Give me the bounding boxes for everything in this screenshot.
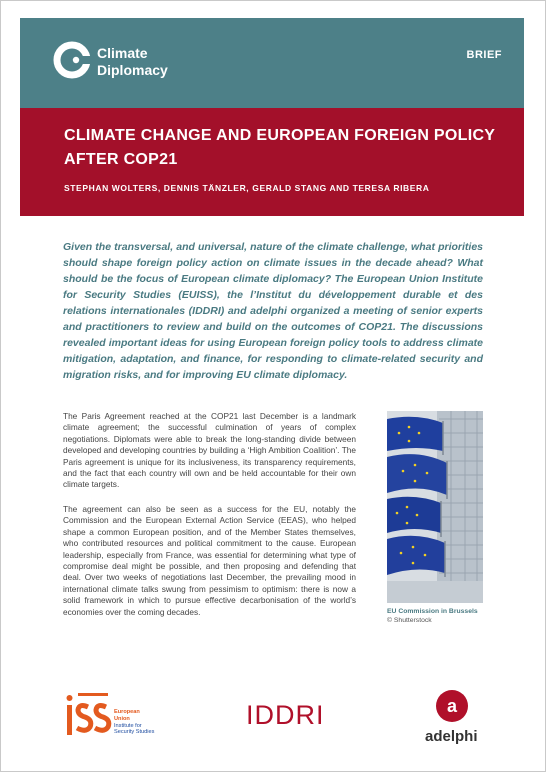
euiss-line-2: Union [114, 715, 130, 722]
euiss-name [114, 709, 154, 736]
brand-line-2: Diplomacy [97, 62, 168, 78]
euiss-logo [64, 690, 174, 740]
euiss-line-1: European [114, 709, 140, 715]
brand-name [97, 45, 168, 79]
euiss-line-3: Institute for [114, 722, 142, 729]
header-band [20, 18, 524, 108]
intro-abstract: Given the transversal, and universal, nature of the climate challenge, what priorities should shape foreign policy action on climate issues in the decade ahead? What should be the focus of European climate diplomacy? The European Union Institute for Security Studies (EUISS), the l’Institut du développement durable et des relations internationales (IDDRI) and adelphi organized a meeting of senior experts and practitioners to review and build on the outcomes of COP21. The discussions revealed important ideas for using European foreign policy tools to address climate mitigation, adaptation, and finance, for responding to climate-related security and migration risks, and for improving EU climate diplomacy. [63, 241, 483, 381]
eu-flags-photo [387, 411, 483, 603]
svg-text:a: a [446, 696, 458, 716]
body-paragraph-1: The Paris Agreement reached at the COP21 last December is a landmark climate agreement; the successful culmination of years of complex negotiations. Diplomats were able to break the long-standing divide between developed and developing countries by building a ‘High Ambition Coalition’. The Paris agreement is unique for its inclusiveness, its transparency requirements, and the fact that each country will own and be held accountable for their own climate targets. [63, 411, 356, 490]
climate-diplomacy-logo-icon [52, 40, 92, 80]
brief-badge: BRIEF [466, 49, 502, 61]
caption-credit: © Shutterstock [387, 617, 432, 624]
euiss-line-4: Security Studies [114, 729, 155, 736]
caption-title: EU Commission in Brussels [387, 608, 478, 615]
document-title: CLIMATE CHANGE AND EUROPEAN FOREIGN POLICY AFTER COP21 [64, 127, 495, 168]
authors: STEPHAN WOLTERS, DENNIS TÄNZLER, GERALD STANG AND TERESA RIBERA [64, 183, 430, 193]
adelphi-wordmark: adelphi [425, 728, 478, 745]
brand-line-1: Climate [97, 45, 148, 61]
figure-caption [387, 607, 478, 625]
body-paragraph-2: The agreement can also be seen as a success for the EU, notably the Commission and the European External Action Service (EEAS), who helped shape a common European position, and of the Member States themselves, who contributed resources and political commitment to the cause. European leadership, especially from France, was essential for determining what type of compromise deal might be possible, and then proposing and defending that deal. Over two weeks of negotiations last December, the prevailing mood in international climate talks swung from pessimism to optimism: there is now a solid framework in which to pursue effective decarbonisation of the world’s economies over the coming decades. [63, 504, 356, 617]
iddri-logo: IDDRI [246, 700, 325, 730]
